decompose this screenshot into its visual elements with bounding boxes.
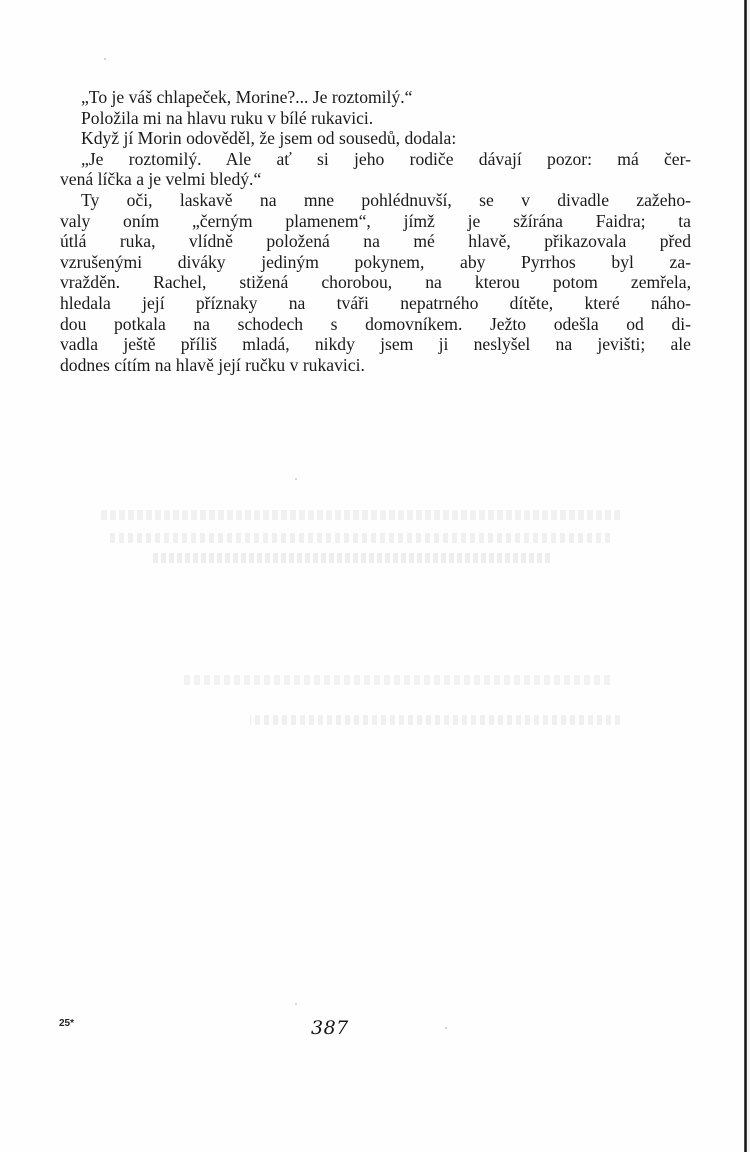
text-line: „Je roztomilý. Ale ať si jeho rodiče dávají pozor: má čer- <box>81 148 691 169</box>
text-line: vzrušenými diváky jediným pokynem, aby Pyrrhos byl za- <box>60 251 691 272</box>
text-line: vražděn. Rachel, stižená chorobou, na kterou potom zemřela, <box>60 272 691 293</box>
text-line: útlá ruka, vlídně položená na mé hlavě, přikazovala před <box>60 231 691 252</box>
text-line: „To je váš chlapeček, Morine?... Je roztomilý.“ <box>81 87 413 107</box>
bleed-through-ghost <box>110 533 610 543</box>
text-line: vená líčka a je velmi bledý.“ <box>60 169 262 190</box>
bleed-through-ghost <box>180 675 610 685</box>
body-text <box>60 87 691 375</box>
bleed-through-ghost <box>150 553 550 563</box>
text-line: Když jí Morin odověděl, že jsem od sousedů, dodala: <box>81 128 457 149</box>
text-line: Ty oči, laskavě na mne pohlédnuvší, se v divadle zažeho- <box>81 189 691 210</box>
signature-mark: 25* <box>59 1018 75 1029</box>
paper-speck <box>295 1003 297 1005</box>
text-line: vadla ještě příliš mladá, nikdy jsem ji neslyšel na jevišti; ale <box>60 334 691 355</box>
text-line: dou potkala na schodech s domovníkem. Ježto odešla od di- <box>60 313 691 334</box>
text-line: valy oním „černým plamenem“, jímž je sžírána Faidra; ta <box>60 210 691 231</box>
text-line: hledala její příznaky na tváři nepatrného dítěte, které náho- <box>60 292 691 313</box>
page-number: 387 <box>311 1017 349 1039</box>
bleed-through-ghost <box>100 510 620 520</box>
paper-speck <box>104 58 106 60</box>
paper-speck <box>445 1027 447 1029</box>
page-edge-shadow-line <box>744 0 747 1152</box>
text-line: dodnes cítím na hlavě její ručku v rukavici. <box>60 354 365 375</box>
text-line: Položila mi na hlavu ruku v bílé rukavici. <box>81 107 374 128</box>
bleed-through-ghost <box>250 715 620 725</box>
paper-speck <box>295 478 297 480</box>
